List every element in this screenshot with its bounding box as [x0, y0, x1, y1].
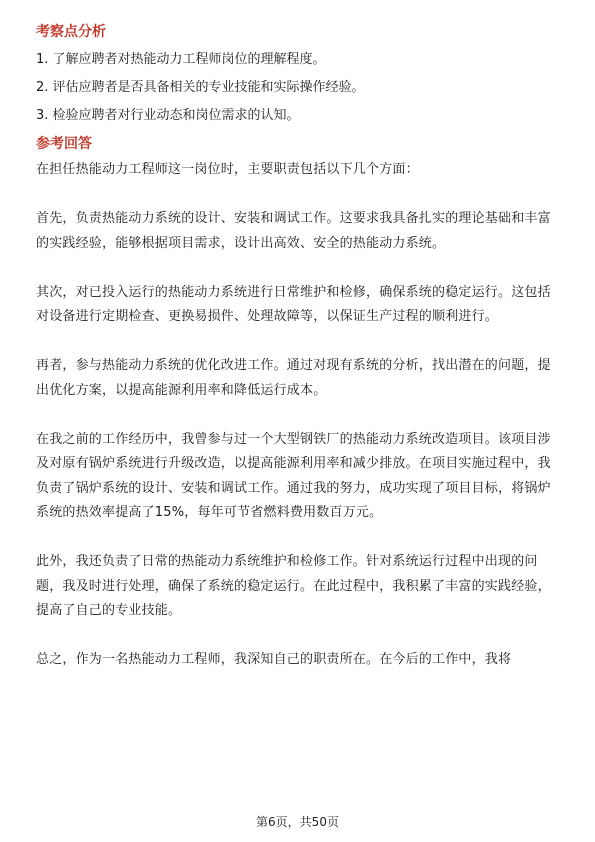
answer-body	[36, 158, 561, 673]
analysis-list	[36, 50, 561, 126]
analysis-list-item: 2. 评估应聘者是否具备相关的专业技能和实际操作经验。	[36, 80, 365, 95]
answer-paragraph: 其次，对已投入运行的热能动力系统进行日常维护和检修，确保系统的稳定运行。这包括对设备进行定期检查、更换易损件、处理故障等，以保证生产过程的顺利进行。	[36, 284, 551, 324]
analysis-list-item: 1. 了解应聘者对热能动力工程师岗位的理解程度。	[36, 52, 326, 67]
answer-paragraph: 此外，我还负责了日常的热能动力系统维护和检修工作。针对系统运行过程中出现的问题，我及时进行处理，确保了系统的稳定运行。在此过程中，我积累了丰富的实践经验，提高了自己的专业技能。	[36, 554, 551, 618]
answer-paragraph: 再者，参与热能动力系统的优化改进工作。通过对现有系统的分析，找出潜在的问题，提出优化方案，以提高能源利用率和降低运行成本。	[36, 358, 551, 398]
analysis-list-item: 3. 检验应聘者对行业动态和岗位需求的认知。	[36, 108, 300, 123]
analysis-section-title: 考察点分析	[36, 24, 106, 40]
answer-paragraph: 在我之前的工作经历中，我曾参与过一个大型钢铁厂的热能动力系统改造项目。该项目涉及对原有锅炉系统进行升级改造，以提高能源利用率和减少排放。在项目实施过程中，我负责了锅炉系统的设计、安装和调试工作。通过我的努力，成功实现了项目目标，将锅炉系统的热效率提高了15%，每年可节省燃料费用数百万元。	[36, 431, 551, 520]
page-number-footer: 第6页，共50页	[256, 815, 339, 829]
answer-section-title: 参考回答	[36, 136, 92, 152]
answer-paragraph: 在担任热能动力工程师这一岗位时，主要职责包括以下几个方面：	[36, 162, 419, 177]
answer-paragraph: 总之，作为一名热能动力工程师，我深知自己的职责所在。在今后的工作中，我将	[36, 652, 512, 667]
answer-paragraph: 首先，负责热能动力系统的设计、安装和调试工作。这要求我具备扎实的理论基础和丰富的实践经验，能够根据项目需求，设计出高效、安全的热能动力系统。	[36, 211, 551, 251]
document-content	[36, 22, 561, 697]
